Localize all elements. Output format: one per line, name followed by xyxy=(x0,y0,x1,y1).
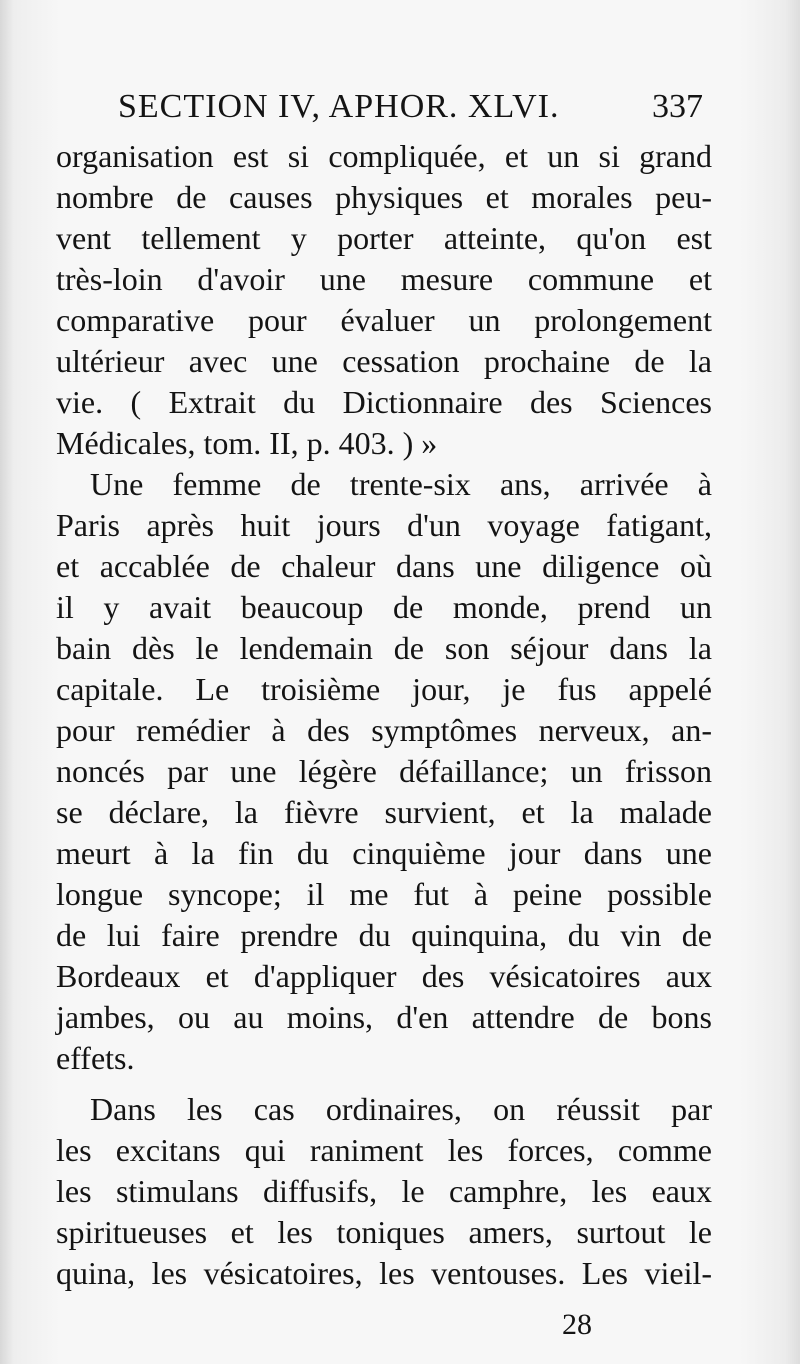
text-line: pour remédier à des symptômes nerveux, an- xyxy=(56,712,712,748)
text-line: effets. xyxy=(56,1040,135,1076)
text-line: bain dès le lendemain de son séjour dans la xyxy=(56,630,712,666)
text-line: de lui faire prendre du quinquina, du vin de xyxy=(56,917,712,953)
paragraph-gap xyxy=(56,1079,712,1089)
text-line: nombre de causes physiques et morales peu- xyxy=(56,179,712,215)
text-line: les stimulans diffusifs, le camphre, les eaux xyxy=(56,1173,712,1209)
text-line: ultérieur avec une cessation prochaine de la xyxy=(56,343,712,379)
text-line: quina, les vésicatoires, les ventouses. Les vieil- xyxy=(56,1255,712,1291)
text-line: Dans les cas ordinaires, on réussit par xyxy=(90,1091,712,1127)
text-line: il y avait beaucoup de monde, prend un xyxy=(56,589,712,625)
text-line: comparative pour évaluer un prolongement xyxy=(56,302,712,338)
running-head-title: SECTION IV, APHOR. XLVI. xyxy=(118,88,560,125)
paragraph-3 xyxy=(56,1089,712,1294)
page-number: 337 xyxy=(652,88,703,125)
body-text xyxy=(56,136,712,1294)
text-line: Bordeaux et d'appliquer des vésicatoires aux xyxy=(56,958,712,994)
text-line: longue syncope; il me fut à peine possible xyxy=(56,876,712,912)
text-line: les excitans qui raniment les forces, comme xyxy=(56,1132,712,1168)
text-line: Paris après huit jours d'un voyage fatigant, xyxy=(56,507,712,543)
running-head xyxy=(0,82,800,132)
text-line: vie. ( Extrait du Dictionnaire des Sciences xyxy=(56,384,712,420)
text-line: capitale. Le troisième jour, je fus appelé xyxy=(56,671,712,707)
text-line: spiritueuses et les toniques amers, surtout le xyxy=(56,1214,712,1250)
text-line: noncés par une légère défaillance; un frisson xyxy=(56,753,712,789)
text-line: se déclare, la fièvre survient, et la malade xyxy=(56,794,712,830)
text-line: jambes, ou au moins, d'en attendre de bons xyxy=(56,999,712,1035)
text-line: Médicales, tom. II, p. 403. ) » xyxy=(56,425,438,461)
text-line: meurt à la fin du cinquième jour dans une xyxy=(56,835,712,871)
text-line: et accablée de chaleur dans une diligence où xyxy=(56,548,712,584)
paragraph-2 xyxy=(56,464,712,1079)
signature-mark: 28 xyxy=(562,1308,592,1341)
text-line: très-loin d'avoir une mesure commune et xyxy=(56,261,712,297)
text-line: organisation est si compliquée, et un si grand xyxy=(56,138,712,174)
text-line: vent tellement y porter atteinte, qu'on est xyxy=(56,220,712,256)
text-line: Une femme de trente-six ans, arrivée à xyxy=(90,466,712,502)
paragraph-1 xyxy=(56,136,712,464)
